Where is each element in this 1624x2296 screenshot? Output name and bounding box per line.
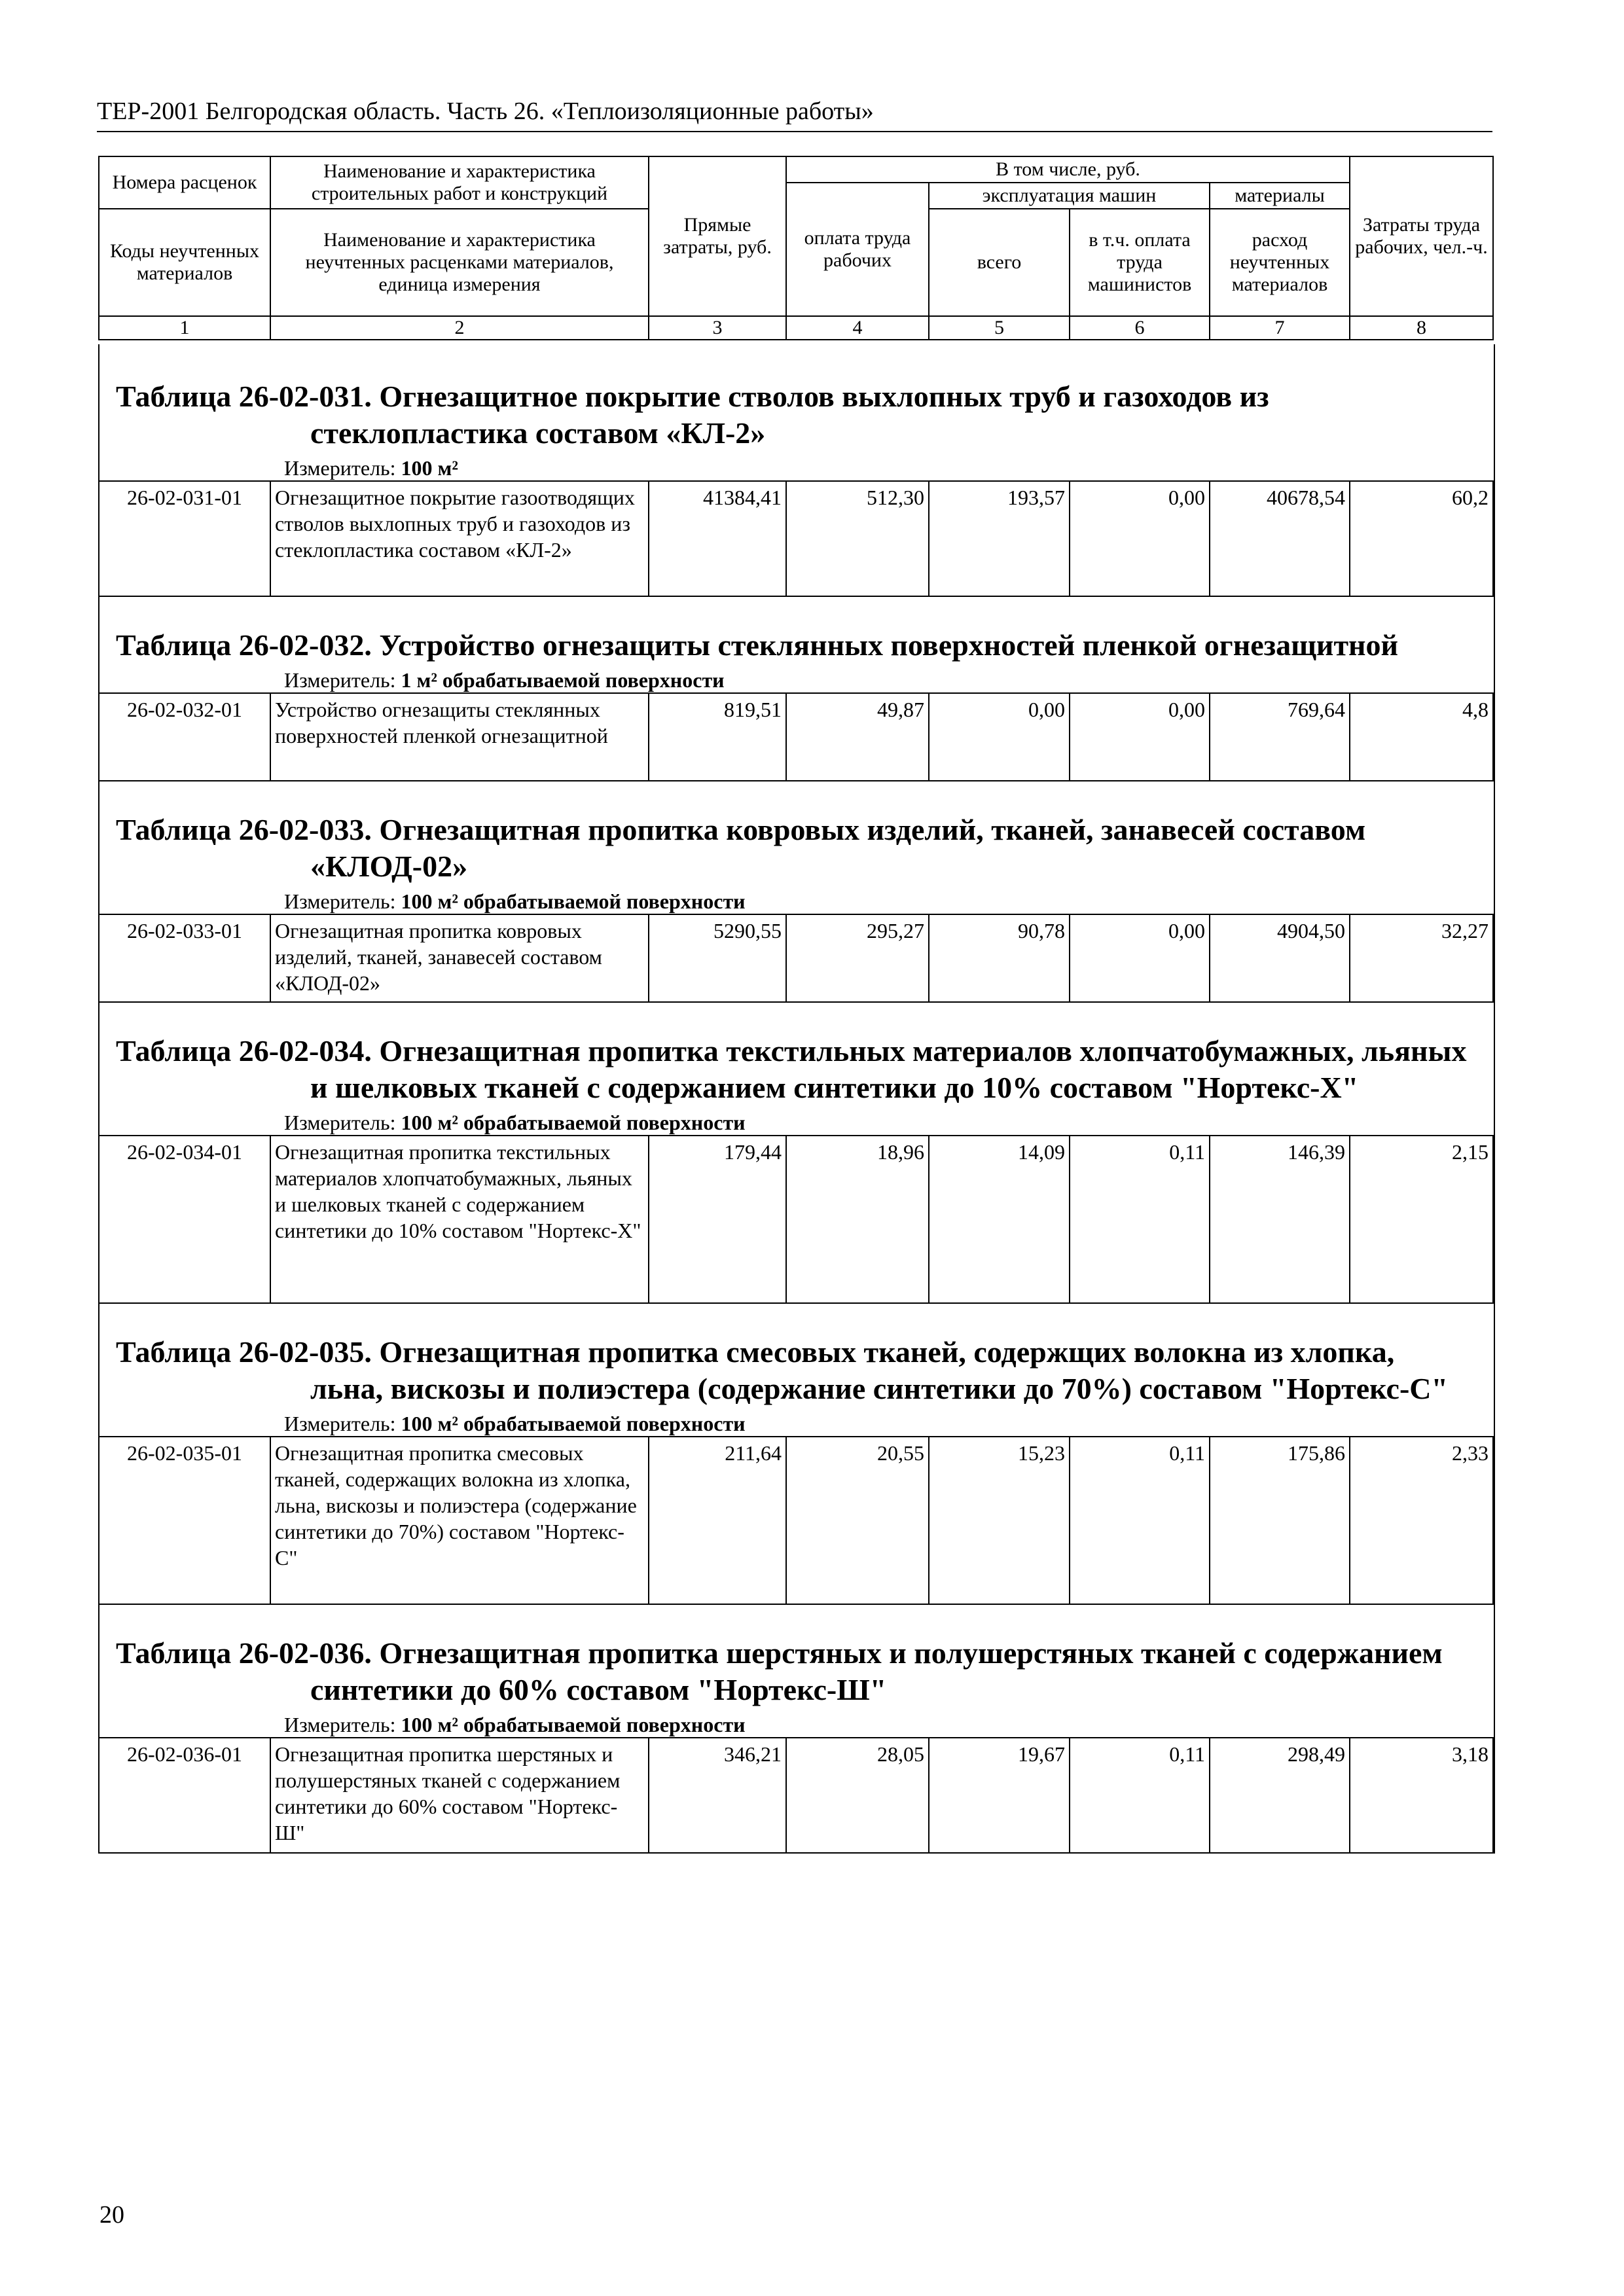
col-number-8: 8	[1350, 316, 1493, 340]
rate-name: Огнезащитное покрытие газоотводящих стволов выхлопных труб и газоходов из стеклопластика составом «КЛ-2»	[270, 481, 649, 596]
direct-costs: 5290,55	[649, 914, 786, 1002]
unit-label: Измеритель:	[284, 1412, 396, 1435]
rate-code: 26-02-033-01	[99, 914, 270, 1002]
machinists-pay: 0,00	[1070, 914, 1210, 1002]
table-row	[99, 481, 1493, 596]
rate-code: 26-02-031-01	[99, 481, 270, 596]
labor-hours: 2,15	[1350, 1136, 1493, 1303]
section-unit	[99, 1411, 1494, 1436]
section-unit	[99, 889, 1494, 914]
col-labor-costs: Затраты труда рабочих, чел.-ч.	[1350, 156, 1493, 316]
labor-hours: 60,2	[1350, 481, 1493, 596]
unit-value: 100 м²	[401, 456, 458, 480]
rate-table	[98, 692, 1494, 781]
section-unit	[99, 1712, 1494, 1737]
rate-table-section	[99, 1605, 1494, 1854]
rate-table	[98, 914, 1494, 1003]
machines-total: 14,09	[929, 1136, 1070, 1303]
section-unit	[99, 456, 1494, 480]
labor-hours: 3,18	[1350, 1738, 1493, 1853]
rate-name: Огнезащитная пропитка текстильных материалов хлопчатобумажных, льяных и шелковых тканей с содержанием синтетики до 10% составом "Нортекс-Х"	[270, 1136, 649, 1303]
materials-cost: 769,64	[1210, 693, 1350, 781]
col-number-5: 5	[929, 316, 1070, 340]
labor-pay: 295,27	[786, 914, 929, 1002]
unit-value: 100 м² обрабатываемой поверхности	[401, 1412, 746, 1435]
rate-name: Устройство огнезащиты стеклянных поверхностей пленкой огнезащитной	[270, 693, 649, 781]
page-number: 20	[99, 2201, 124, 2229]
labor-hours: 4,8	[1350, 693, 1493, 781]
unit-value: 1 м² обрабатываемой поверхности	[401, 668, 725, 692]
col-codes-top: Номера расценок	[99, 156, 270, 209]
table-row	[99, 1437, 1493, 1604]
rate-table-section	[99, 344, 1494, 597]
machinists-pay: 0,11	[1070, 1437, 1210, 1604]
table-row	[99, 1738, 1493, 1853]
machines-total: 0,00	[929, 693, 1070, 781]
unit-value: 100 м² обрабатываемой поверхности	[401, 889, 746, 913]
section-title: Таблица 26-02-033. Огнезащитная пропитка ковровых изделий, тканей, занавесей составом «КЛОД-02»	[116, 813, 1366, 883]
tables-content	[98, 344, 1495, 1854]
section-title: Таблица 26-02-032. Устройство огнезащиты стеклянных поверхностей пленкой огнезащитной	[116, 628, 1399, 662]
machines-total: 15,23	[929, 1437, 1070, 1604]
labor-pay: 20,55	[786, 1437, 929, 1604]
rate-table	[98, 1436, 1494, 1605]
rate-code: 26-02-036-01	[99, 1738, 270, 1853]
machines-total: 90,78	[929, 914, 1070, 1002]
machines-total: 193,57	[929, 481, 1070, 596]
materials-cost: 298,49	[1210, 1738, 1350, 1853]
rate-name: Огнезащитная пропитка смесовых тканей, содержащих волокна из хлопка, льна, вискозы и полиэстера (содержание синтетики до 70%) составом "Нортекс-С"	[270, 1437, 649, 1604]
materials-cost: 175,86	[1210, 1437, 1350, 1604]
col-number-7: 7	[1210, 316, 1350, 340]
unit-label: Измеритель:	[284, 668, 396, 692]
col-name-top: Наименование и характеристика строительных работ и конструкций	[270, 156, 649, 209]
labor-pay: 28,05	[786, 1738, 929, 1853]
labor-hours: 2,33	[1350, 1437, 1493, 1604]
col-machines: эксплуатация машин	[929, 183, 1210, 209]
rate-code: 26-02-034-01	[99, 1136, 270, 1303]
labor-hours: 32,27	[1350, 914, 1493, 1002]
unit-value: 100 м² обрабатываемой поверхности	[401, 1713, 746, 1736]
labor-pay: 512,30	[786, 481, 929, 596]
machinists-pay: 0,11	[1070, 1738, 1210, 1853]
rate-table-section	[99, 1003, 1494, 1304]
machinists-pay: 0,00	[1070, 693, 1210, 781]
column-header-table	[98, 156, 1494, 340]
materials-cost: 4904,50	[1210, 914, 1350, 1002]
header-rule	[97, 131, 1492, 132]
rate-table	[98, 480, 1494, 597]
rate-name: Огнезащитная пропитка шерстяных и полушерстяных тканей с содержанием синтетики до 60% составом "Нортекс-Ш"	[270, 1738, 649, 1853]
page-header: ТЕР-2001 Белгородская область. Часть 26. «Теплоизоляционные работы»	[97, 98, 874, 125]
section-title: Таблица 26-02-035. Огнезащитная пропитка смесовых тканей, содержщих волокна из хлопка, льна, вискозы и полиэстера (содержание синтетики до 70%) составом "Нортекс-С"	[116, 1335, 1449, 1405]
col-machines-total: всего	[929, 209, 1070, 316]
col-materials-bottom: расход неучтенных материалов	[1210, 209, 1350, 316]
col-number-2: 2	[270, 316, 649, 340]
unit-label: Измеритель:	[284, 1111, 396, 1134]
section-unit	[99, 1110, 1494, 1135]
unit-label: Измеритель:	[284, 889, 396, 913]
direct-costs: 819,51	[649, 693, 786, 781]
rate-table	[98, 1737, 1494, 1854]
direct-costs: 41384,41	[649, 481, 786, 596]
rate-table-section	[99, 781, 1494, 1003]
materials-cost: 146,39	[1210, 1136, 1350, 1303]
col-codes-bottom: Коды неучтенных материалов	[99, 209, 270, 316]
direct-costs: 346,21	[649, 1738, 786, 1853]
table-row	[99, 1136, 1493, 1303]
col-number-6: 6	[1070, 316, 1210, 340]
direct-costs: 179,44	[649, 1136, 786, 1303]
table-row	[99, 914, 1493, 1002]
materials-cost: 40678,54	[1210, 481, 1350, 596]
col-materials-top: материалы	[1210, 183, 1350, 209]
labor-pay: 18,96	[786, 1136, 929, 1303]
table-row	[99, 693, 1493, 781]
col-direct-costs: Прямые затраты, руб.	[649, 156, 786, 316]
direct-costs: 211,64	[649, 1437, 786, 1604]
section-unit	[99, 668, 1494, 692]
unit-label: Измеритель:	[284, 456, 396, 480]
unit-value: 100 м² обрабатываемой поверхности	[401, 1111, 746, 1134]
rate-table-section	[99, 597, 1494, 781]
col-number-1: 1	[99, 316, 270, 340]
col-labor-pay: оплата труда рабочих	[786, 183, 929, 316]
section-title: Таблица 26-02-034. Огнезащитная пропитка текстильных материалов хлопчатобумажных, льяных и шелковых тканей с содержанием синтетики до 10% составом "Нортекс-Х"	[116, 1034, 1467, 1104]
col-number-4: 4	[786, 316, 929, 340]
rate-code: 26-02-032-01	[99, 693, 270, 781]
col-name-bottom: Наименование и характеристика неучтенных расценками материалов, единица измерения	[270, 209, 649, 316]
machinists-pay: 0,00	[1070, 481, 1210, 596]
rate-name: Огнезащитная пропитка ковровых изделий, тканей, занавесей составом «КЛОД-02»	[270, 914, 649, 1002]
unit-label: Измеритель:	[284, 1713, 396, 1736]
machines-total: 19,67	[929, 1738, 1070, 1853]
machinists-pay: 0,11	[1070, 1136, 1210, 1303]
rate-table	[98, 1135, 1494, 1304]
col-number-3: 3	[649, 316, 786, 340]
section-title: Таблица 26-02-031. Огнезащитное покрытие стволов выхлопных труб и газоходов из стеклопластика составом «КЛ-2»	[116, 380, 1269, 450]
rate-code: 26-02-035-01	[99, 1437, 270, 1604]
col-including: В том числе, руб.	[786, 156, 1350, 183]
section-title: Таблица 26-02-036. Огнезащитная пропитка шерстяных и полушерстяных тканей с содержанием синтетики до 60% составом "Нортекс-Ш"	[116, 1636, 1443, 1706]
rate-table-section	[99, 1304, 1494, 1605]
labor-pay: 49,87	[786, 693, 929, 781]
col-machinists-pay: в т.ч. оплата труда машинистов	[1070, 209, 1210, 316]
